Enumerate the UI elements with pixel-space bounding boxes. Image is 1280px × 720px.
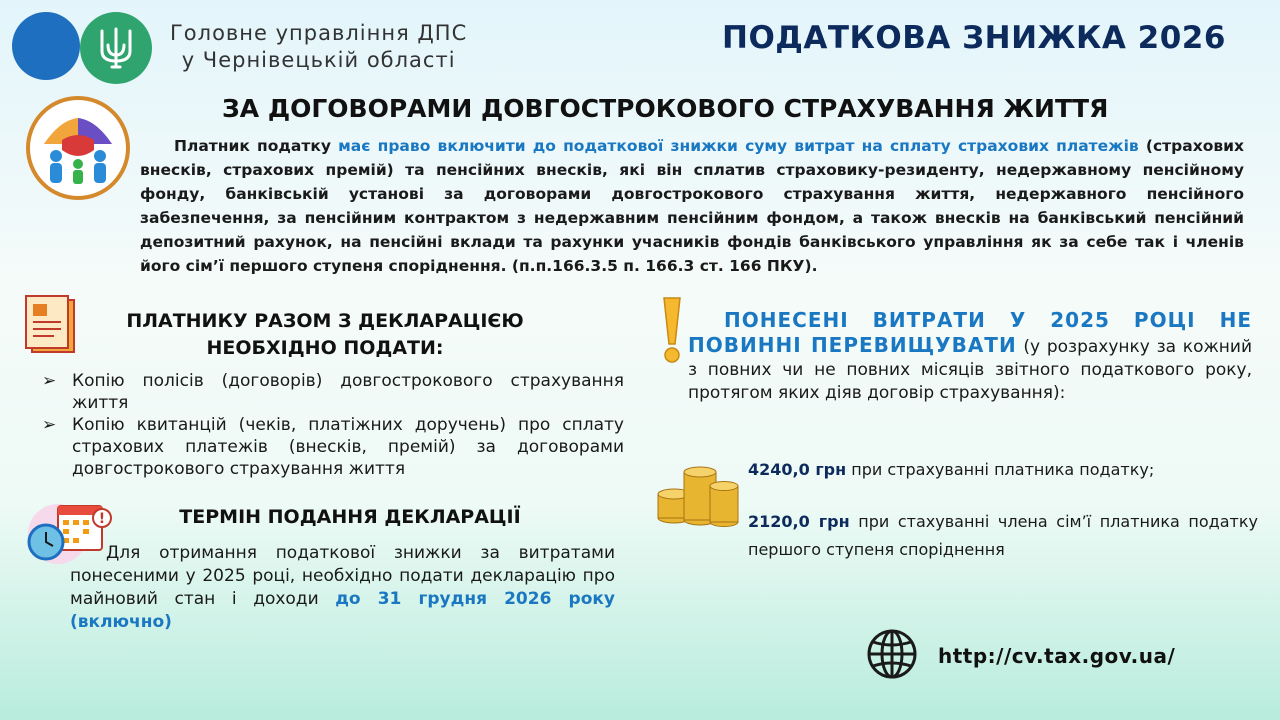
intro-lead: Платник податку — [174, 137, 339, 155]
documents-title-line-1: ПЛАТНИКУ РАЗОМ З ДЕКЛАРАЦІЄЮ — [126, 310, 524, 332]
limits-text: (у розрахунку за кожний з повних чи не повних місяців звітного податкового року, протягом яких діяв договір страхування): — [688, 337, 1253, 403]
trident-icon — [96, 25, 136, 71]
svg-text:!: ! — [98, 511, 106, 527]
deadline-title: ТЕРМІН ПОДАННЯ ДЕКЛАРАЦІЇ — [179, 506, 521, 528]
globe-icon — [866, 628, 918, 680]
deadline-body: Для отримання податкової знижки за витратами понесеними у 2025 році, необхідно подати декларацію про майновий стан і доходи — [70, 543, 615, 609]
list-item-text: Копію полісів (договорів) довгострокового страхування життя — [72, 371, 624, 413]
org-line-1: Головне управління ДПС — [170, 21, 468, 45]
intro-rest: (страхових внесків, страхових премій) та пенсійних внесків, які він сплатив страховику-резиденту, недержавному пенсійному фонду, банківській установі за договорами довгострокового страхування життя, недержавного пенсійного забезпечення, за пенсійним контрактом з недержавним пенсійним фондом, а також внесків на банківський пенсійний депозитний рахунок, на пенсійні вклади та рахунки учасників фондів банківського управління як за себе так і членів його сім’ї першого ступеня споріднення. (п.п.166.3.5 п. 166.3 ст. 166 ПКУ). — [140, 137, 1245, 275]
amount-1-text: при страхуванні платника податку; — [846, 460, 1155, 479]
limit-amount-2 — [748, 508, 1258, 564]
documents-title-line-2: НЕОБХІДНО ПОДАТИ: — [206, 337, 444, 359]
family-umbrella-logo — [26, 96, 130, 200]
organization-name — [170, 20, 467, 74]
coins-icon — [654, 452, 740, 528]
section-subtitle: ЗА ДОГОВОРАМИ ДОВГОСТРОКОВОГО СТРАХУВАННЯ ЖИТТЯ — [222, 94, 1109, 123]
deadline-text — [70, 542, 615, 634]
amount-2-text: при стахуванні члена сім’ї платника податку першого ступеня споріднення — [748, 512, 1258, 559]
deadline-date: до 31 грудня 2026 року (включно) — [70, 589, 615, 632]
org-line-2: у Чернівецькій області — [181, 48, 456, 72]
intro-highlight: має право включити до податкової знижки суму витрат на сплату страхових платежів — [338, 137, 1139, 155]
list-item — [42, 370, 624, 414]
arrow-bullet-icon: ➢ — [42, 415, 57, 435]
limits-paragraph — [688, 309, 1252, 405]
amount-2-value: 2120,0 грн — [748, 512, 850, 531]
amount-1-value: 4240,0 грн — [748, 460, 847, 479]
documents-list — [42, 370, 624, 480]
blue-circle-decor — [12, 12, 80, 80]
list-item — [42, 414, 624, 480]
main-title: ПОДАТКОВА ЗНИЖКА 2026 — [722, 20, 1226, 56]
arrow-bullet-icon: ➢ — [42, 371, 57, 391]
intro-paragraph — [140, 134, 1244, 278]
limits-highlight: ПОНЕСЕНІ ВИТРАТИ У 2025 РОЦІ НЕ ПОВИННІ ПЕРЕВИЩУВАТИ — [688, 308, 1252, 357]
website-link[interactable]: http://cv.tax.gov.ua/ — [938, 644, 1176, 668]
exclamation-icon — [660, 296, 684, 364]
tax-service-emblem — [80, 12, 152, 84]
list-item-text: Копію квитанцій (чеків, платіжних доручень) про сплату страхових платежів (внесків, премій) за договорами довгострокового страхування життя — [72, 415, 624, 479]
limit-amount-1 — [748, 456, 1252, 484]
documents-title — [90, 308, 560, 362]
document-icon — [24, 294, 78, 356]
